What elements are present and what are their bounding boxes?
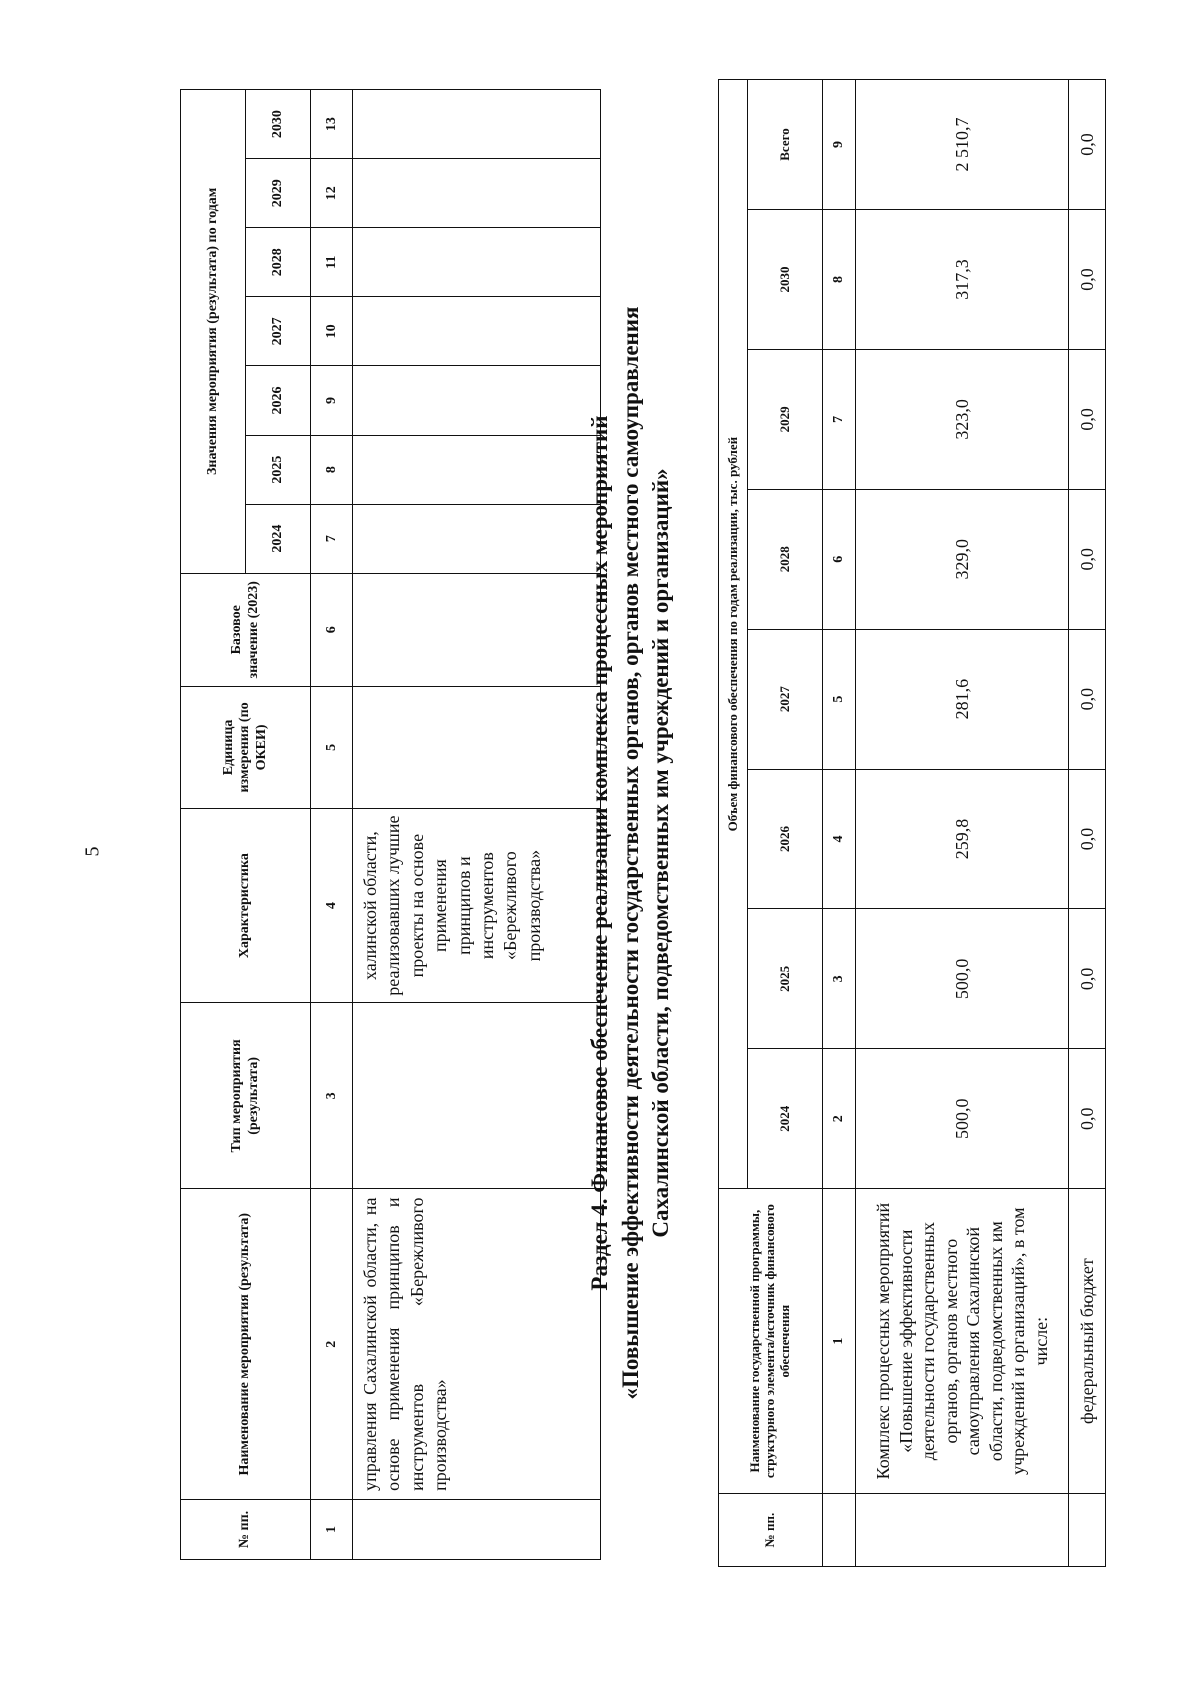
cell-value: 0,0	[1069, 629, 1106, 769]
header-name: Наименование мероприятия (результата)	[181, 1189, 311, 1499]
cell-value: 0,0	[1069, 210, 1106, 350]
column-number: 9	[823, 80, 856, 210]
column-number: 4	[311, 809, 353, 1003]
section-title-line: Сахалинской области, подведомственных им учреждений и организаций»	[648, 468, 674, 1238]
column-number: 8	[823, 210, 856, 350]
header-unit: Единица измерения (по ОКЕИ)	[181, 686, 311, 808]
cell-value: 0,0	[1069, 1049, 1106, 1189]
cell-result-name: управления Сахалинской области, на основе применения принципов и инструментов «Бережливого производства»	[353, 1189, 601, 1499]
header-year: 2030	[246, 90, 311, 159]
column-number: 7	[823, 349, 856, 489]
table-row	[1069, 80, 1106, 1567]
cell-value	[353, 159, 601, 228]
cell-value	[353, 90, 601, 159]
cell-value	[353, 504, 601, 573]
column-number: 6	[311, 573, 353, 686]
header-total: Всего	[748, 80, 823, 210]
column-number: 2	[311, 1189, 353, 1499]
section-title	[585, 183, 677, 1523]
column-number: 5	[823, 629, 856, 769]
cell-value: 0,0	[1069, 349, 1106, 489]
cell-source-name: федеральный бюджет	[1069, 1189, 1106, 1494]
section-title-line: Раздел 4. Финансовое обеспечение реализации комплекса процессных мероприятий	[587, 415, 612, 1291]
cell-unit	[353, 686, 601, 808]
cell-no	[1069, 1494, 1106, 1567]
table-row	[856, 80, 1069, 1567]
cell-value	[353, 435, 601, 504]
header-values-group: Значения мероприятия (результата) по годам	[181, 90, 246, 574]
header-year: 2027	[748, 629, 823, 769]
header-year: 2025	[246, 435, 311, 504]
cell-value: 259,8	[856, 769, 1069, 909]
cell-value: 0,0	[1069, 769, 1106, 909]
header-no: № пп.	[719, 1494, 823, 1567]
column-number: 9	[311, 366, 353, 435]
header-year: 2027	[246, 297, 311, 366]
column-number: 3	[823, 909, 856, 1049]
header-year: 2029	[748, 349, 823, 489]
column-number: 11	[311, 228, 353, 297]
column-number: 1	[311, 1499, 353, 1559]
header-year: 2028	[748, 489, 823, 629]
cell-total: 2 510,7	[856, 80, 1069, 210]
column-number: 13	[311, 90, 353, 159]
header-characteristic: Характеристика	[181, 809, 311, 1003]
table-header-row	[181, 90, 246, 1560]
header-base: Базовое значение (2023)	[181, 573, 311, 686]
cell-value: 323,0	[856, 349, 1069, 489]
cell-total: 0,0	[1069, 80, 1106, 210]
header-year: 2026	[246, 366, 311, 435]
header-year: 2028	[246, 228, 311, 297]
cell-value: 0,0	[1069, 489, 1106, 629]
column-number: 2	[823, 1049, 856, 1189]
header-type: Тип мероприятия (результата)	[181, 1003, 311, 1189]
column-number: 7	[311, 504, 353, 573]
column-number-row	[311, 90, 353, 1560]
column-number: 1	[823, 1189, 856, 1494]
column-number: 4	[823, 769, 856, 909]
table-header-row	[719, 80, 748, 1567]
column-number: 6	[823, 489, 856, 629]
cell-value: 500,0	[856, 1049, 1069, 1189]
header-year: 2029	[246, 159, 311, 228]
header-name: Наименование государственной программы, структурного элемента/источник финансового обеспечения	[719, 1189, 823, 1494]
column-number: 8	[311, 435, 353, 504]
column-number: 12	[311, 159, 353, 228]
cell-value	[353, 366, 601, 435]
page-number: 5	[81, 846, 104, 857]
cell-value: 0,0	[1069, 909, 1106, 1049]
cell-no	[856, 1494, 1069, 1567]
column-number-row	[823, 80, 856, 1567]
header-year: 2030	[748, 210, 823, 350]
cell-type	[353, 1003, 601, 1189]
cell-value: 500,0	[856, 909, 1069, 1049]
cell-program-name: Комплекс процессных мероприятий «Повышение эффективности деятельности государственных органов, органов местного самоуправления Сахалинской области, подведомственных им учреждений и организаций», в том числе:	[856, 1189, 1069, 1494]
header-volume-group: Объем финансового обеспечения по годам реализации, тыс. рублей	[719, 80, 748, 1189]
header-no: № пп.	[181, 1499, 311, 1559]
cell-value: 281,6	[856, 629, 1069, 769]
header-year: 2026	[748, 769, 823, 909]
header-year: 2024	[748, 1049, 823, 1189]
column-number	[823, 1494, 856, 1567]
table-row	[353, 90, 601, 1560]
column-number: 3	[311, 1003, 353, 1189]
column-number: 5	[311, 686, 353, 808]
results-table	[180, 89, 601, 1560]
financing-table	[718, 79, 1106, 1567]
cell-characteristic: халинской области, реализовавших лучшие проекты на основе применения принципов и инструментов «Бережливого производства»	[353, 809, 601, 1003]
header-year: 2024	[246, 504, 311, 573]
cell-value: 317,3	[856, 210, 1069, 350]
cell-value	[353, 297, 601, 366]
cell-value: 329,0	[856, 489, 1069, 629]
cell-value	[353, 228, 601, 297]
cell-base	[353, 573, 601, 686]
column-number: 10	[311, 297, 353, 366]
cell-no	[353, 1499, 601, 1559]
section-title-line: «Повышение эффективности деятельности государственных органов, органов местного самоуправления	[617, 306, 643, 1400]
header-year: 2025	[748, 909, 823, 1049]
